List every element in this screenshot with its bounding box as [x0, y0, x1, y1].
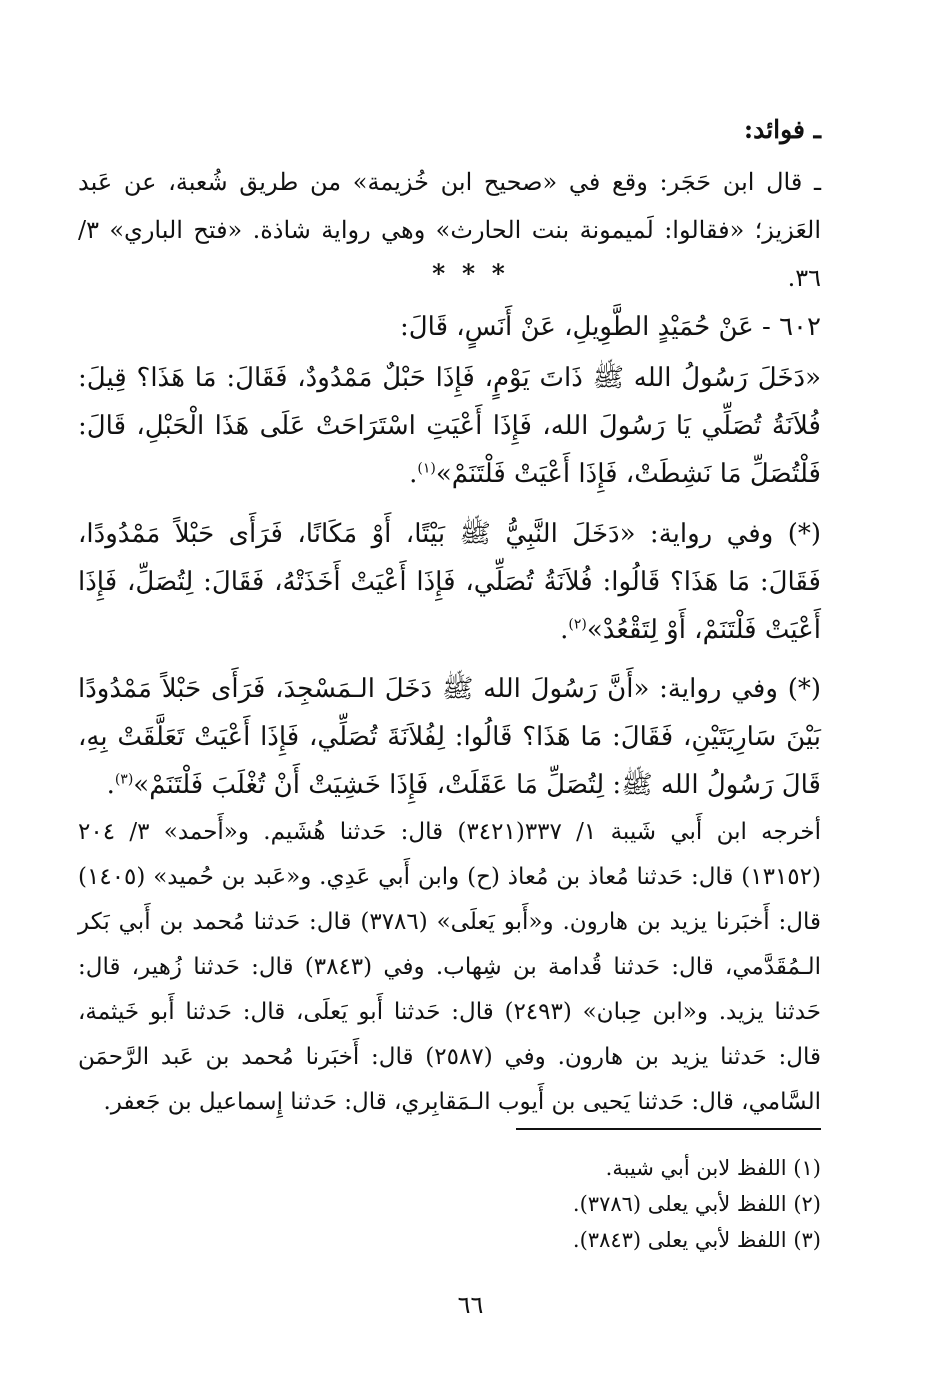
benefit-paragraph: ـ قال ابن حَجَر: وقع في «صحيح ابن خُزيمة» من طريق شُعبة، عن عَبد العَزيز؛ «فقالوا: لَميمونة بنت الحارث» وهي رواية شاذة. «فتح الباري» ٣/ ٣٦. — [78, 168, 822, 292]
footnote-2: (٢) اللفظ لأبي يعلى (٣٧٨٦). — [572, 1192, 821, 1216]
footnotes — [221, 1150, 821, 1258]
footnote-1: (١) اللفظ لابن أبي شيبة. — [605, 1156, 821, 1180]
hadith-body: «دَخَلَ رَسُولُ الله ﷺ ذَاتَ يَوْمٍ، فَإِذَا حَبْلٌ مَمْدُودٌ، فَقَالَ: مَا هَذَا؟ قِيلَ: فُلاَنَةُ تُصَلِّي يَا رَسُولَ الله، فَإِذَا أَعْيَتِ اسْتَرَاحَتْ عَلَى هَذَا الْحَبْلِ، قَالَ: فَلْتُصَلِّ مَا نَشِطَتْ، فَإِذَا أَعْيَتْ فَلْتَنَمْ» — [78, 363, 821, 489]
riwaya-2-end: . — [106, 770, 115, 800]
riwaya-2-body: (*) وفي رواية: «أَنَّ رَسُولَ الله ﷺ دَخَلَ الـمَسْجِدَ، فَرَأَى حَبْلاً مَمْدُودًا بَيْنَ سَارِيَتَيْنِ، فَقَالَ: مَا هَذَا؟ قَالُوا: لِفُلاَنَةَ تُصَلِّي، فَإِذَا أَعْيَتْ تَعَلَّقَتْ بِهِ، قَالَ رَسُولُ الله ﷺ: لِتُصَلِّ مَا عَقَلَتْ، فَإِذَا خَشِيَتْ أَنْ تُغْلَبَ فَلْتَنَمْ» — [78, 674, 821, 800]
section-separator: * * * — [432, 259, 509, 288]
footnote-divider — [516, 1128, 821, 1130]
footnote-ref-3[interactable]: (٣) — [114, 771, 134, 788]
hadith-text — [78, 354, 821, 498]
hadith-number-heading: ٦٠٢ - عَنْ حُمَيْدٍ الطَّوِيلِ، عَنْ أَنَسٍ، قَالَ: — [400, 312, 821, 342]
riwaya-1-body: (*) وفي رواية: «دَخَلَ النَّبِيُّ ﷺ بَيْتًا، أَوْ مَكَانًا، فَرَأَى حَبْلاً مَمْدُودًا، فَقَالَ: مَا هَذَا؟ قَالُوا: فُلاَنَةُ تُصَلِّي، فَإِذَا أَعْيَتْ أَخَذَتْهُ، فَقَالَ: لِتُصَلِّ، فَإِذَا أَعْيَتْ فَلْتَنَمْ، أَوْ لِتَقْعُدْ» — [78, 519, 821, 645]
page-number: ٦٦ — [457, 1291, 484, 1319]
footnote-ref-1[interactable]: (١) — [417, 460, 436, 477]
footnote-ref-2[interactable]: (٢) — [568, 616, 587, 633]
takhrij-paragraph: أخرجه ابن أَبي شَيبة ١/ ٣٣٧(٣٤٢١) قال: حَدثنا هُشَيم. و«أَحمد» ٣/ ٢٠٤ (١٣١٥٢) قال: حَدثنا مُعاذ بن مُعاذ (ح) وابن أَبي عَدِي. و«عَبد بن حُميد» (١٤٠٥) قال: أَخبَرنا يزيد بن هارون. و«أَبو يَعلَى» (٣٧٨٦) قال: حَدثنا مُحمد بن أَبي بَكر الـمُقَدَّمي، قال: حَدثنا قُدامة بن شِهاب. وفي (٣٨٤٣) قال: حَدثنا زُهير، قال: حَدثنا يزيد. و«ابن حِبان» (٢٤٩٣) قال: حَدثنا أَبو يَعلَى، قال: حَدثنا أَبو خَيثمة، قال: حَدثنا يزيد بن هارون. وفي (٢٥٨٧) قال: أَخبَرنا مُحمد بن عَبد الرَّحمَن السَّامي، قال: حَدثنا يَحيى بن أَيوب الـمَقابِري، قال: حَدثنا إِسماعيل بن جَعفر. — [78, 819, 822, 1115]
riwaya-paragraph-1 — [78, 510, 821, 654]
footnote-3: (٣) اللفظ لأبي يعلى (٣٨٤٣). — [572, 1228, 821, 1252]
riwaya-paragraph-2 — [78, 665, 821, 809]
benefits-heading: ـ فوائد: — [743, 115, 821, 144]
hadith-end: . — [409, 459, 418, 489]
riwaya-1-end: . — [560, 615, 569, 645]
